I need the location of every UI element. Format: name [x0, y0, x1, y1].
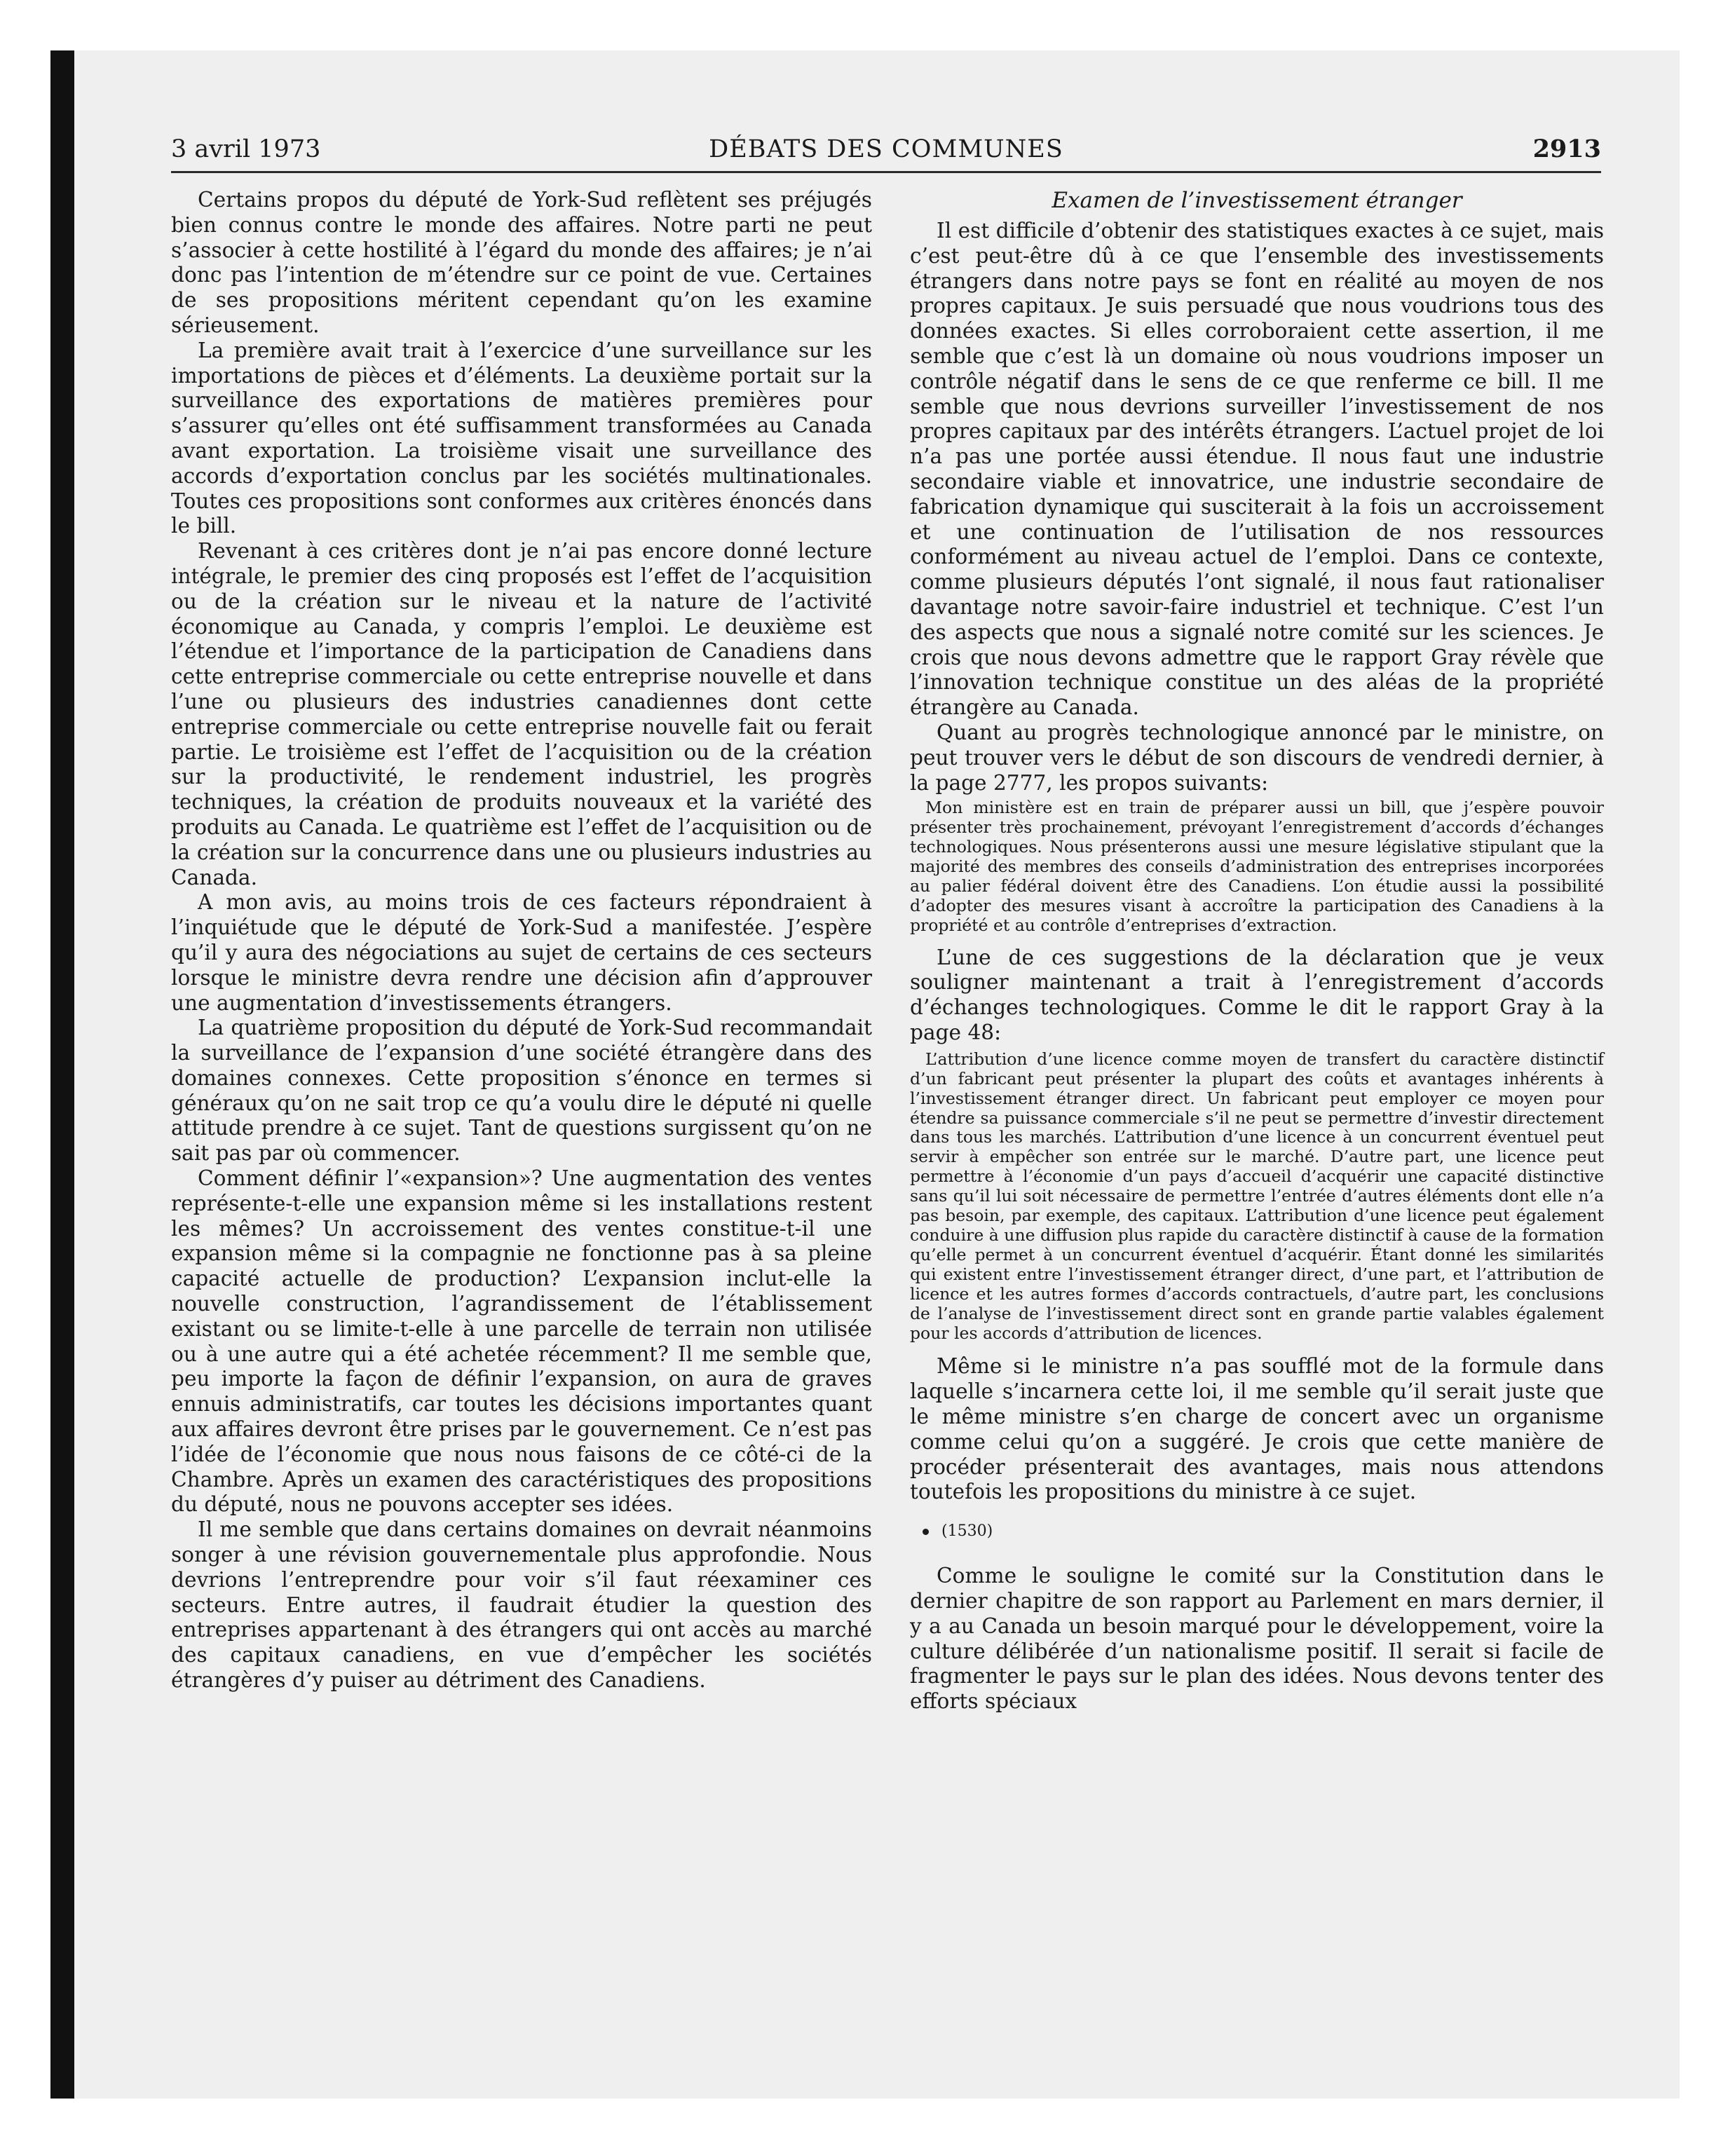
paragraph: La quatrième proposition du député de York-Sud recommandait la surveillance de l’expansion d’une société étrangère dans des domaines connexes. Cette proposition s’énonce en termes si généraux qu’on ne sait trop ce qu’a voulu dire le député ni quelle attitude prendre à ce sujet. Tant de questions surgissent qu’on ne sait pas par où commencer. — [171, 1016, 872, 1166]
time-marker-label: (1530) — [941, 1522, 993, 1541]
scan-edge — [50, 50, 74, 2099]
paragraph: Quant au progrès technologique annoncé par le ministre, on peut trouver vers le début de son discours de vendredi dernier, à la page 2777, les propos suivants: — [910, 720, 1604, 795]
bullet-icon — [923, 1529, 929, 1535]
header-date: 3 avril 1973 — [171, 135, 321, 163]
paragraph: Même si le ministre n’a pas soufflé mot de la formule dans laquelle s’incarnera cette loi, il me semble qu’il serait juste que le même ministre s’en charge de concert avec un organisme comme celui qu’on a suggéré. Je crois que cette manière de procéder présenterait des avantages, mais nous attendons toutefois les propositions du ministre à ce sujet. — [910, 1354, 1604, 1504]
time-marker — [923, 1520, 1604, 1543]
paragraph: Il est difficile d’obtenir des statistiques exactes à ce sujet, mais c’est peut-être dû à ce que l’ensemble des investissements étrangers dans notre pays se font en réalité au moyen de nos propres capitaux. Je suis persuadé que nous voudrions tous des données exactes. Si elles corroboraient cette assertion, il me semble que c’est là un domaine où nous voudrions imposer un contrôle négatif dans le sens de ce que renferme ce bill. Il me semble que nous devrions surveiller l’investissement de nos propres capitaux par des intérêts étrangers. L’actuel projet de loi n’a pas une portée aussi étendue. Il nous faut une industrie secondaire viable et innovatrice, une industrie secondaire de fabrication dynamique qui susciterait à la fois un accroissement et une continuation de l’utilisation de nos ressources conformément au niveau actuel de l’emploi. Dans ce contexte, comme plusieurs députés l’ont signalé, il nous faut rationaliser davantage notre savoir-faire industriel et technique. C’est l’un des aspects que nous a signalé notre comité sur les sciences. Je crois que nous devons admettre que le rapport Gray révèle que l’innovation technique constitue un des aléas de la propriété étrangère au Canada. — [910, 219, 1604, 720]
header-page-number: 2913 — [1532, 135, 1601, 163]
header-title: DÉBATS DES COMMUNES — [709, 135, 1063, 163]
paragraph: Comme le souligne le comité sur la Constitution dans le dernier chapitre de son rapport au Parlement en mars dernier, il y a au Canada un besoin marqué pour le développement, voire la culture délibérée d’un nationalisme positif. Il serait si facile de fragmenter le pays sur le plan des idées. Nous devons tenter des efforts spéciaux — [910, 1564, 1604, 1714]
paragraph: A mon avis, au moins trois de ces facteurs répondraient à l’inquiétude que le député de York-Sud a manifestée. J’espère qu’il y aura des négociations au sujet de certains de ces secteurs lorsque le ministre devra rendre une décision afin d’approuver une augmentation d’investissements étrangers. — [171, 890, 872, 1015]
paragraph: Comment définir l’«expansion»? Une augmentation des ventes représente-t-elle une expansion même si les installations restent les mêmes? Un accroissement des ventes constitue-t-il une expansion même si la compagnie ne fonctionne pas à sa pleine capacité actuelle de production? L’expansion inclut-elle la nouvelle construction, l’agrandissement de l’établissement existant ou se limite-t-elle à une parcelle de terrain non utilisée ou à une autre qui a été achetée récemment? Il me semble que, peu importe la façon de définir l’expansion, on aura de graves ennuis administratifs, car toutes les décisions importantes quant aux affaires devront être prises par le gouvernement. Ce n’est pas l’idée de l’économie que nous nous faisons de ce côté-ci de la Chambre. Après un examen des caractéristiques des propositions du député, nous ne pouvons accepter ses idées. — [171, 1166, 872, 1517]
page-header — [171, 133, 1601, 173]
section-subtitle: Examen de l’investissement étranger — [1052, 188, 1462, 213]
paragraph: Il me semble que dans certains domaines on devrait néanmoins songer à une révision gouvernementale plus approfondie. Nous devrions l’entreprendre pour voir s’il faut réexaminer ces secteurs. Entre autres, il faudrait étudier la question des entreprises appartenant à des étrangers qui ont accès au marché des capitaux canadiens, en vue d’empêcher les sociétés étrangères d’y puiser au détriment des Canadiens. — [171, 1517, 872, 1693]
block-quote: L’attribution d’une licence comme moyen de transfert du caractère distinctif d’un fabricant peut présenter la plupart des coûts et avantages inhérents à l’investissement étranger direct. Un fabricant peut employer ce moyen pour étendre sa puissance commerciale s’il ne peut se permettre d’investir directement dans tous les marchés. L’attribution d’une licence à un concurrent éventuel peut servir à empêcher son entrée sur le marché. D’autre part, une licence peut permettre à l’économie d’un pays d’accueil d’acquérir une capacité distinctive sans qu’il lui soit nécessaire de permettre l’entrée d’autres éléments dont elle n’a pas besoin, par exemple, des capitaux. L’attribution d’une licence peut également conduire à une diffusion plus rapide du caractère distinctif à cause de la formation qu’elle permet à un concurrent éventuel d’acquérir. Étant donné les similarités qui existent entre l’investissement étranger direct, d’une part, et l’attribution de licence et les autres formes d’accords contractuels, d’autre part, les conclusions de l’analyse de l’investissement direct sont en grande partie valables également pour les accords d’attribution de licences. — [910, 1049, 1604, 1343]
paragraph: Revenant à ces critères dont je n’ai pas encore donné lecture intégrale, le premier des cinq proposés est l’effet de l’acquisition ou de la création sur le niveau et la nature de l’activité économique au Canada, y compris l’emploi. Le deuxième est l’étendue et l’importance de la participation de Canadiens dans cette entreprise commerciale ou cette entreprise nouvelle et dans l’une ou plusieurs des industries canadiennes dont cette entreprise commerciale ou cette entreprise nouvelle fait ou ferait partie. Le troisième est l’effet de l’acquisition ou de la création sur la productivité, le rendement industriel, les progrès techniques, la création de produits nouveaux et la variété des produits au Canada. Le quatrième est l’effet de l’acquisition ou de la création sur la concurrence dans une ou plusieurs industries au Canada. — [171, 539, 872, 889]
paragraph: La première avait trait à l’exercice d’une surveillance sur les importations de pièces et d’éléments. La deuxième portait sur la surveillance des exportations de matières premières pour s’assurer qu’elles ont été suffisamment transformées au Canada avant exportation. La troisième visait une surveillance des accords d’exportation conclus par les sociétés multinationales. Toutes ces propositions sont conformes aux critères énoncés dans le bill. — [171, 338, 872, 538]
right-column — [910, 188, 1604, 1714]
left-column — [171, 188, 872, 1693]
paragraph: L’une de ces suggestions de la déclaration que je veux souligner maintenant a trait à l’enregistrement d’accords d’échanges technologiques. Comme le dit le rapport Gray à la page 48: — [910, 945, 1604, 1045]
paragraph: Certains propos du député de York-Sud reflètent ses préjugés bien connus contre le monde des affaires. Notre parti ne peut s’associer à cette hostilité à l’égard du monde des affaires; je n’ai donc pas l’intention de m’étendre sur ce point de vue. Certaines de ses propositions méritent cependant qu’on les examine sérieusement. — [171, 188, 872, 337]
block-quote: Mon ministère est en train de préparer aussi un bill, que j’espère pouvoir présenter très prochainement, prévoyant l’enregistrement d’accords d’échanges technologiques. Nous présenterons aussi une mesure législative stipulant que la majorité des membres des conseils d’administration des entreprises incorporées au palier fédéral doivent être des Canadiens. L’on étudie aussi la possibilité d’adopter des mesures visant à accroître la participation des Canadiens à la propriété et au contrôle d’entreprises d’extraction. — [910, 798, 1604, 935]
